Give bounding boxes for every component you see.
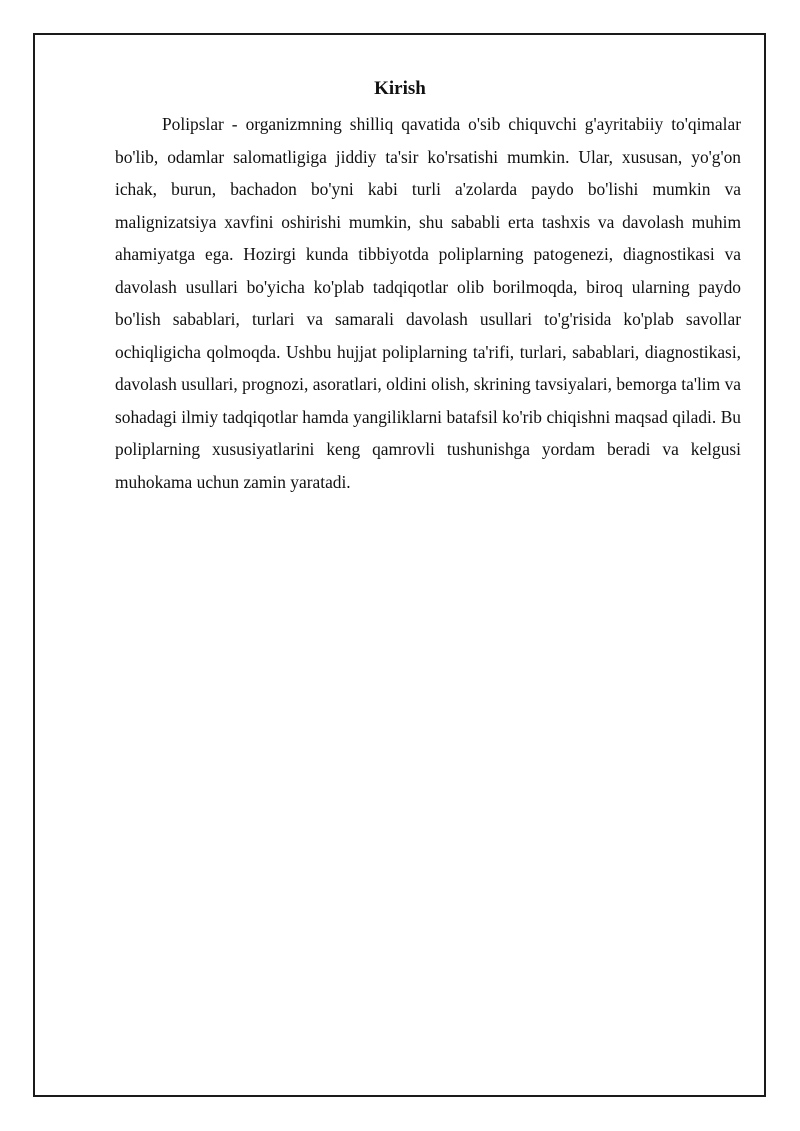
document-title: Kirish	[374, 78, 426, 99]
intro-paragraph: Polipslar - organizmning shilliq qavatida o'sib chiquvchi g'ayritabiiy to'qimalar bo'lib, odamlar salomatligiga jiddiy ta'sir ko'rsatishi mumkin. Ular, xususan, yo'g'on ichak, burun, bachadon bo'yni kabi turli a'zolarda paydo bo'lishi mumkin va malignizatsiya xavfini oshirishi mumkin, shu sababli erta tashxis va davolash muhim ahamiyatga ega. Hozirgi kunda tibbiyotda poliplarning patogenezi, diagnostikasi va davolash usullari bo'yicha ko'plab tadqiqotlar olib borilmoqda, biroq ularning paydo bo'lish sabablari, turlari va samarali davolash usullari to'g'risida ko'plab savollar ochiqligicha qolmoqda. Ushbu hujjat poliplarning ta'rifi, turlari, sabablari, diagnostikasi, davolash usullari, prognozi, asoratlari, oldini olish, skrining tavsiyalari, bemorga ta'lim va sohadagi ilmiy tadqiqotlar hamda yangiliklarni batafsil ko'rib chiqishni maqsad qiladi. Bu poliplarning xususiyatlarini keng qamrovli tushunishga yordam beradi va kelgusi muhokama uchun zamin yaratadi.	[115, 114, 741, 492]
